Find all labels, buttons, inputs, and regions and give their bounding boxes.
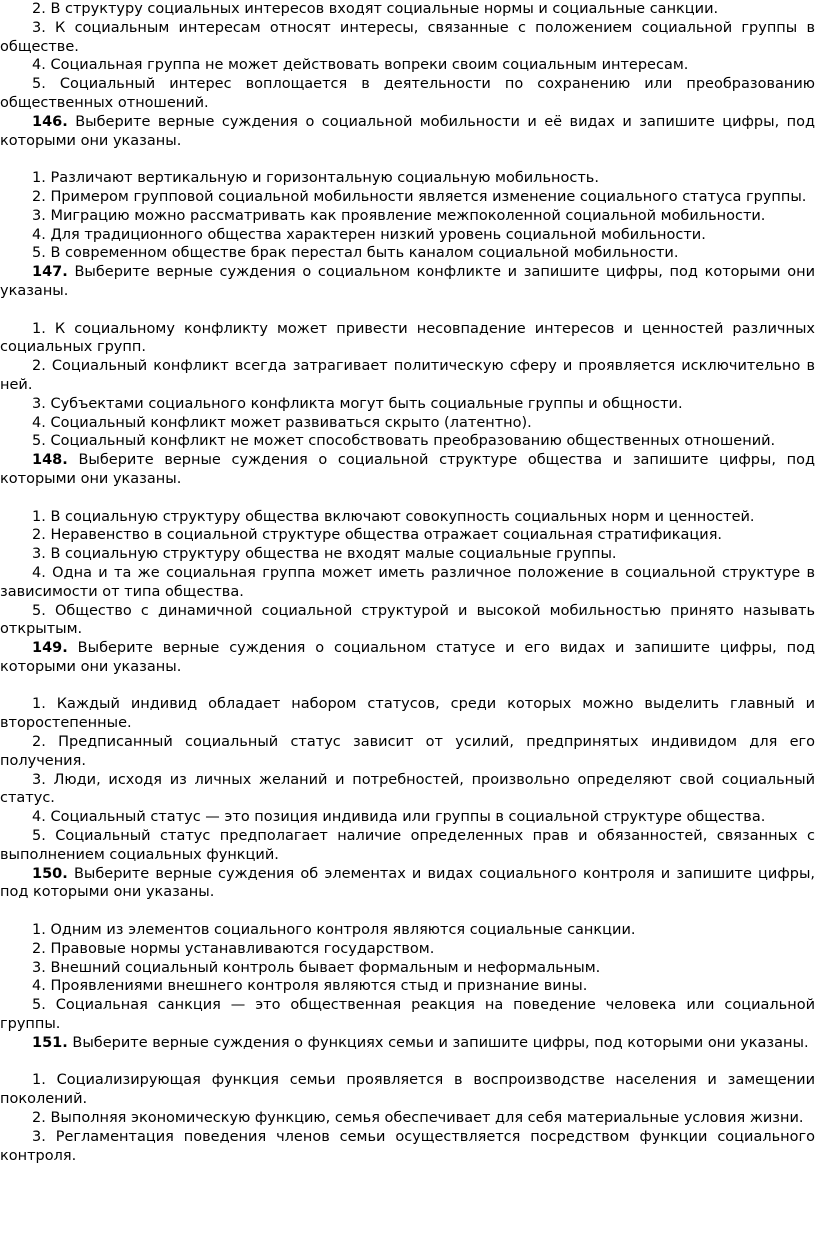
list-item: 5. Социальный конфликт не может способствовать преобразованию общественных отношений. <box>32 433 776 450</box>
list-item: 2. Неравенство в социальной структуре общества отражает социальная стратификация. <box>32 527 723 544</box>
list-item: 4. Социальный статус — это позиция индивида или группы в социальной структуре общества. <box>32 809 766 826</box>
list-item: 2. Правовые нормы устанавливаются государством. <box>32 940 435 957</box>
question-151 <box>0 1034 816 1053</box>
list-item: 1. Каждый индивид обладает набором статусов, среди которых можно выделить главный и второстепенные. <box>0 696 815 732</box>
question-number: 148. <box>32 452 68 469</box>
question-147 <box>0 263 816 301</box>
question-prompt: Выберите верные суждения о социальном статусе и его видах и запишите цифры, под которыми они указаны. <box>0 640 816 675</box>
list-item: 3. В социальную структуру общества не входят малые социальные группы. <box>32 546 617 563</box>
question-prompt: Выберите верные суждения о социальной структуре общества и запишите цифры, под которыми они указаны. <box>0 452 815 487</box>
spacer <box>0 902 816 921</box>
list-item: 1. В социальную структуру общества включают совокупность социальных норм и ценностей. <box>32 508 755 525</box>
list-item: 3. Субъектами социального конфликта могут быть социальные группы и общности. <box>32 395 683 412</box>
list-item: 4. Для традиционного общества характерен низкий уровень социальной мобильности. <box>32 226 706 243</box>
question-prompt: Выберите верные суждения о социальном конфликте и запишите цифры, под которыми они указаны. <box>0 264 815 299</box>
list-item: 3. Миграцию можно рассматривать как проявление межпоколенной социальной мобильности. <box>32 207 766 224</box>
question-148 <box>0 451 816 489</box>
list-item: 4. Социальная группа не может действовать вопреки своим социальным интересам. <box>32 57 689 74</box>
list-item: 5. В современном обществе брак перестал быть каналом социальной мобильности. <box>32 245 679 262</box>
list-item: 2. Предписанный социальный статус зависит от усилий, предпринятых индивидом для его получения. <box>0 734 815 769</box>
spacer <box>0 150 816 169</box>
question-149 <box>0 639 816 677</box>
question-number: 151. <box>32 1034 68 1051</box>
list-item: 4. Социальный конфликт может развиваться скрыто (латентно). <box>32 414 532 431</box>
list-item: 1. Различают вертикальную и горизонтальную социальную мобильность. <box>32 170 599 187</box>
question-prompt: Выберите верные суждения об элементах и видах социального контроля и запишите цифры, под которыми они указаны. <box>0 865 816 901</box>
list-item: 3. Регламентация поведения членов семьи осуществляется посредством функции социального контроля. <box>0 1128 815 1164</box>
question-number: 150. <box>32 865 68 882</box>
list-item: 3. К социальным интересам относят интересы, связанные с положением социальной группы в обществе. <box>0 19 815 55</box>
list-item: 2. Выполняя экономическую функцию, семья обеспечивает для себя материальные условия жизни. <box>32 1110 804 1127</box>
list-item: 3. Внешний социальный контроль бывает формальным и неформальным. <box>32 959 601 976</box>
list-item: 2. В структуру социальных интересов входят социальные нормы и социальные санкции. <box>32 1 719 17</box>
question-number: 146. <box>32 113 68 130</box>
list-item: 1. Одним из элементов социального контроля являются социальные санкции. <box>32 922 636 939</box>
question-prompt: Выберите верные суждения о социальной мобильности и её видах и запишите цифры, под которыми они указаны. <box>0 113 816 149</box>
question-146 <box>0 113 816 151</box>
question-number: 149. <box>32 640 68 657</box>
list-item: 5. Социальный интерес воплощается в деятельности по сохранению или преобразованию общественных отношений. <box>0 76 815 111</box>
question-150 <box>0 865 816 903</box>
list-item: 1. Социализирующая функция семьи проявляется в воспроизводстве населения и замещении поколений. <box>0 1072 815 1108</box>
list-item: 5. Общество с динамичной социальной структурой и высокой мобильностью принято называть открытым. <box>0 602 815 638</box>
list-item: 5. Социальная санкция — это общественная реакция на поведение человека или социальной группы. <box>0 997 815 1033</box>
list-item: 4. Одна и та же социальная группа может иметь различное положение в социальной структуре в зависимости от типа общества. <box>0 564 815 600</box>
spacer <box>0 1053 816 1072</box>
list-item: 2. Социальный конфликт всегда затрагивает политическую сферу и проявляется исключительно в ней. <box>0 358 815 393</box>
list-item: 3. Люди, исходя из личных желаний и потребностей, произвольно определяют свой социальный статус. <box>0 771 815 807</box>
spacer <box>0 677 816 696</box>
list-item: 2. Примером групповой социальной мобильности является изменение социального статуса группы. <box>32 188 807 205</box>
spacer <box>0 489 816 508</box>
spacer <box>0 301 816 320</box>
list-item: 5. Социальный статус предполагает наличие определенных прав и обязанностей, связанных с выполнением социальных функций. <box>0 828 815 863</box>
question-prompt: Выберите верные суждения о функциях семьи и запишите цифры, под которыми они указаны. <box>72 1034 809 1051</box>
list-item: 1. К социальному конфликту может привести несовпадение интересов и ценностей различных социальных групп. <box>0 320 815 356</box>
question-number: 147. <box>32 264 68 281</box>
list-item: 4. Проявлениями внешнего контроля являются стыд и признание вины. <box>32 978 588 995</box>
